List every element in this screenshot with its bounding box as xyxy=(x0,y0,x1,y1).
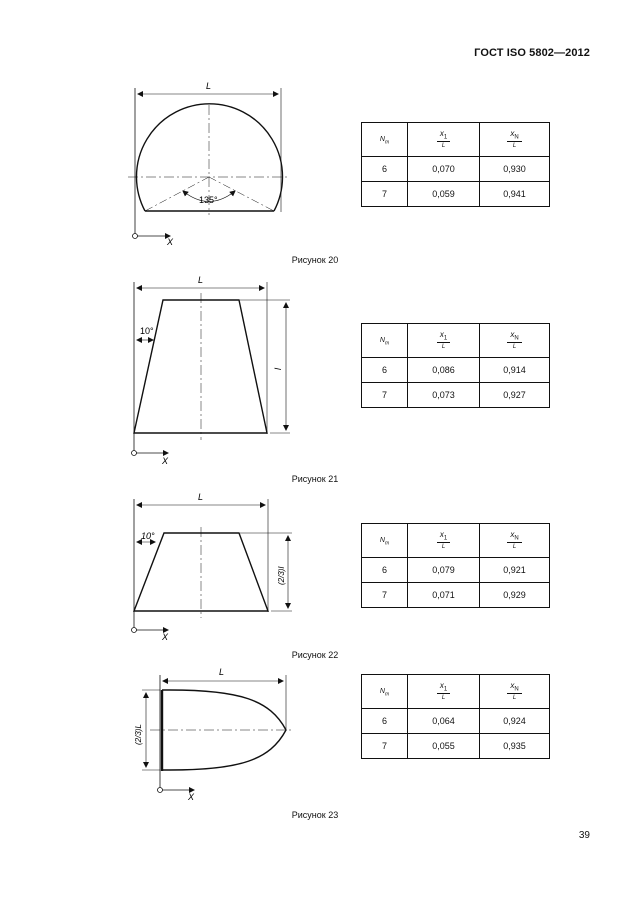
header-x1: $\frac{x_1}{L}$ xyxy=(408,123,480,157)
figure-20-caption: Рисунок 20 xyxy=(291,255,339,265)
figure-20-angle: 135° xyxy=(199,195,218,205)
table-row: 6 0,086 0,914 xyxy=(362,358,550,383)
figure-21-drawing xyxy=(132,282,291,456)
figure-23-drawing xyxy=(142,675,294,793)
figure-23-dim-l: L xyxy=(219,667,225,677)
figure-20-table xyxy=(361,122,550,207)
figure-23-table xyxy=(361,674,550,759)
table-row: 7 0,059 0,941 xyxy=(362,182,550,207)
figure-22-angle: 10° xyxy=(141,531,155,541)
figure-22-drawing xyxy=(132,499,293,633)
header-xn: $\frac{x_N}{L}$ xyxy=(480,324,550,358)
table-row: 7 0,073 0,927 xyxy=(362,383,550,408)
header-x1: $\frac{x_1}{L}$ xyxy=(408,675,480,709)
figure-22-dim-l: L xyxy=(198,492,204,502)
table-row: 7 0,055 0,935 xyxy=(362,734,550,759)
figure-22-dim-side: (2/3)l xyxy=(277,566,286,585)
document-header: ГОСТ ISO 5802—2012 xyxy=(474,47,590,59)
figure-20-dim-l: L xyxy=(206,81,212,91)
header-n: $N_т$ xyxy=(362,524,408,558)
header-xn: $\frac{x_N}{L}$ xyxy=(480,123,550,157)
page-number: 39 xyxy=(578,830,590,841)
header-xn: $\frac{x_N}{L}$ xyxy=(480,524,550,558)
table-row: 7 0,071 0,929 xyxy=(362,583,550,608)
header-xn: $\frac{x_N}{L}$ xyxy=(480,675,550,709)
header-n: $N_т$ xyxy=(362,123,408,157)
table-row: 6 0,064 0,924 xyxy=(362,709,550,734)
header-x1: $\frac{x_1}{L}$ xyxy=(408,524,480,558)
header-n: $N_т$ xyxy=(362,324,408,358)
figure-20-drawing xyxy=(128,88,290,239)
figure-23-axis-x: X xyxy=(188,792,195,802)
figure-20-axis-x: X xyxy=(167,237,174,247)
figure-22-table xyxy=(361,523,550,608)
figure-21-axis-x: X xyxy=(162,456,169,466)
figure-21-caption: Рисунок 21 xyxy=(291,474,339,484)
table-row: 6 0,070 0,930 xyxy=(362,157,550,182)
figure-23-caption: Рисунок 23 xyxy=(291,810,339,820)
header-x1: $\frac{x_1}{L}$ xyxy=(408,324,480,358)
figure-21-angle: 10° xyxy=(140,326,154,336)
figure-23-dim-side: (2/3)L xyxy=(134,724,143,745)
figure-21-table xyxy=(361,323,550,408)
figure-21-dim-side: l xyxy=(273,368,283,370)
table-row: 6 0,079 0,921 xyxy=(362,558,550,583)
figure-22-axis-x: X xyxy=(162,632,169,642)
figure-22-caption: Рисунок 22 xyxy=(291,650,339,660)
figure-21-dim-l: L xyxy=(198,275,204,285)
header-n: $N_т$ xyxy=(362,675,408,709)
